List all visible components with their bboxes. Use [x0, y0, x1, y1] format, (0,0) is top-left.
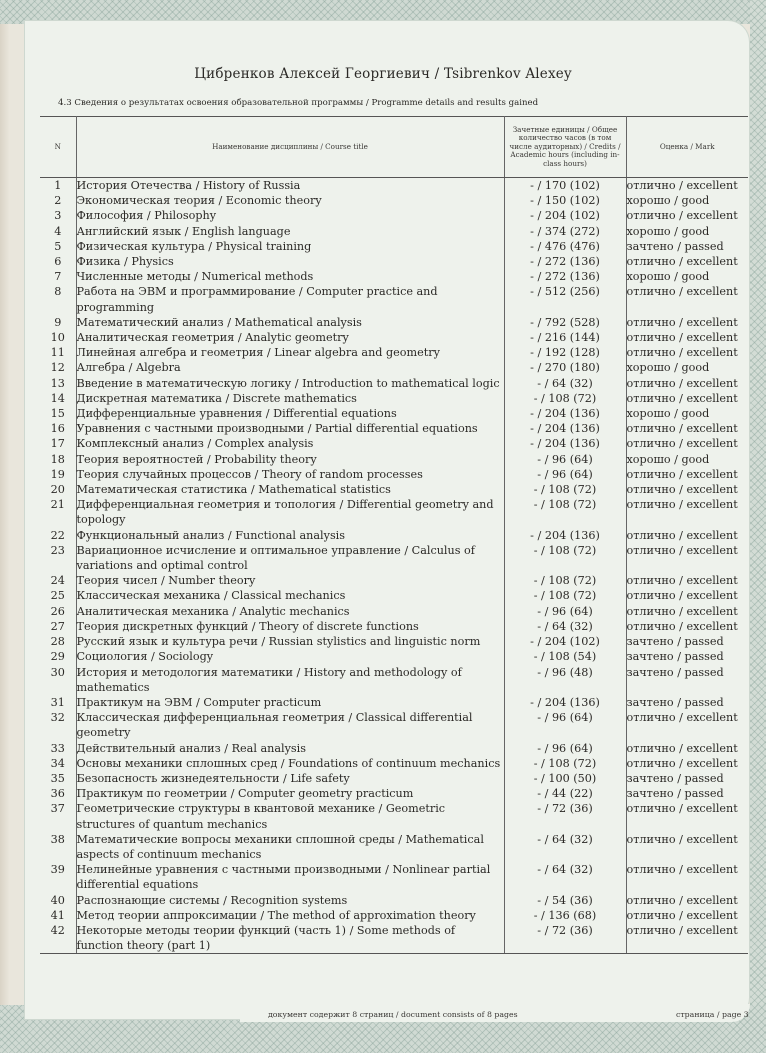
mark-cell: отлично / excellent: [626, 208, 748, 223]
mark-cell: отлично / excellent: [626, 345, 748, 360]
mark-cell: отлично / excellent: [626, 573, 748, 588]
row-number-cell: 32: [40, 710, 76, 740]
credits-cell: - / 96 (64): [504, 452, 626, 467]
table-row: [40, 284, 748, 314]
mark-cell: отлично / excellent: [626, 254, 748, 269]
credits-cell: - / 512 (256): [504, 284, 626, 314]
credits-cell: - / 272 (136): [504, 269, 626, 284]
course-title-cell: Уравнения с частными производными / Partial differential equations: [76, 421, 504, 436]
credits-cell: - / 192 (128): [504, 345, 626, 360]
mark-cell: отлично / excellent: [626, 482, 748, 497]
mark-cell: отлично / excellent: [626, 710, 748, 740]
credits-cell: - / 108 (72): [504, 497, 626, 527]
mark-cell: отлично / excellent: [626, 741, 748, 756]
row-number-cell: 17: [40, 436, 76, 451]
course-title-cell: Функциональный анализ / Functional analysis: [76, 528, 504, 543]
course-title-cell: История Отечества / History of Russia: [76, 178, 504, 194]
course-title-cell: Дифференциальные уравнения / Differential equations: [76, 406, 504, 421]
credits-cell: - / 64 (32): [504, 832, 626, 862]
mark-cell: отлично / excellent: [626, 284, 748, 314]
row-number-cell: 36: [40, 786, 76, 801]
row-number-cell: 30: [40, 665, 76, 695]
course-title-cell: Дискретная математика / Discrete mathematics: [76, 391, 504, 406]
row-number-cell: 20: [40, 482, 76, 497]
table-row: [40, 224, 748, 239]
mark-cell: отлично / excellent: [626, 801, 748, 831]
credits-cell: - / 136 (68): [504, 908, 626, 923]
row-number-cell: 38: [40, 832, 76, 862]
mark-cell: зачтено / passed: [626, 649, 748, 664]
course-title-cell: Математический анализ / Mathematical analysis: [76, 315, 504, 330]
table-row: [40, 421, 748, 436]
table-row: [40, 208, 748, 223]
credits-cell: - / 374 (272): [504, 224, 626, 239]
row-number-cell: 14: [40, 391, 76, 406]
course-title-cell: Физическая культура / Physical training: [76, 239, 504, 254]
table-row: [40, 771, 748, 786]
course-title-cell: Численные методы / Numerical methods: [76, 269, 504, 284]
course-title-cell: Распознающие системы / Recognition systems: [76, 893, 504, 908]
row-number-cell: 27: [40, 619, 76, 634]
credits-cell: - / 54 (36): [504, 893, 626, 908]
course-title-cell: Теория дискретных функций / Theory of discrete functions: [76, 619, 504, 634]
course-title-cell: Математические вопросы механики сплошной среды / Mathematical aspects of continuum mechanics: [76, 832, 504, 862]
table-row: [40, 543, 748, 573]
credits-cell: - / 204 (136): [504, 421, 626, 436]
section-title: 4.3 Сведения о результатах освоения образовательной программы / Programme details and results gained: [58, 98, 539, 108]
course-title-cell: Теория чисел / Number theory: [76, 573, 504, 588]
course-title-cell: Классическая дифференциальная геометрия / Classical differential geometry: [76, 710, 504, 740]
mark-cell: отлично / excellent: [626, 178, 748, 194]
row-number-cell: 16: [40, 421, 76, 436]
course-title-cell: Вариационное исчисление и оптимальное управление / Calculus of variations and optimal control: [76, 543, 504, 573]
table-row: [40, 573, 748, 588]
mark-cell: хорошо / good: [626, 452, 748, 467]
mark-cell: отлично / excellent: [626, 862, 748, 892]
mark-cell: хорошо / good: [626, 406, 748, 421]
course-title-cell: Некоторые методы теории функций (часть 1) / Some methods of function theory (part 1): [76, 923, 504, 954]
row-number-cell: 28: [40, 634, 76, 649]
course-title-cell: Работа на ЭВМ и программирование / Computer practice and programming: [76, 284, 504, 314]
credits-cell: - / 204 (136): [504, 695, 626, 710]
table-row: [40, 436, 748, 451]
row-number-cell: 7: [40, 269, 76, 284]
row-number-cell: 4: [40, 224, 76, 239]
table-row: [40, 345, 748, 360]
column-header-course: Наименование дисциплины / Course title: [76, 117, 504, 178]
mark-cell: зачтено / passed: [626, 239, 748, 254]
course-title-cell: Практикум на ЭВМ / Computer practicum: [76, 695, 504, 710]
credits-cell: - / 204 (102): [504, 208, 626, 223]
mark-cell: отлично / excellent: [626, 923, 748, 954]
table-row: [40, 528, 748, 543]
column-header-n: N: [40, 117, 76, 178]
row-number-cell: 9: [40, 315, 76, 330]
table-row: [40, 619, 748, 634]
course-title-cell: Теория вероятностей / Probability theory: [76, 452, 504, 467]
table-row: [40, 391, 748, 406]
table-row: [40, 649, 748, 664]
credits-cell: - / 72 (36): [504, 801, 626, 831]
credits-cell: - / 108 (72): [504, 756, 626, 771]
course-title-cell: Геометрические структуры в квантовой механике / Geometric structures of quantum mechanics: [76, 801, 504, 831]
table-row: [40, 497, 748, 527]
credits-cell: - / 96 (64): [504, 467, 626, 482]
credits-cell: - / 108 (72): [504, 391, 626, 406]
course-title-cell: Введение в математическую логику / Introduction to mathematical logic: [76, 376, 504, 391]
course-title-cell: Линейная алгебра и геометрия / Linear algebra and geometry: [76, 345, 504, 360]
course-title-cell: Безопасность жизнедеятельности / Life safety: [76, 771, 504, 786]
table-row: [40, 178, 748, 194]
table-row: [40, 604, 748, 619]
mark-cell: отлично / excellent: [626, 604, 748, 619]
table-header-row: [40, 117, 748, 178]
table-row: [40, 269, 748, 284]
credits-cell: - / 44 (22): [504, 786, 626, 801]
mark-cell: отлично / excellent: [626, 908, 748, 923]
row-number-cell: 8: [40, 284, 76, 314]
credits-cell: - / 96 (48): [504, 665, 626, 695]
course-title-cell: Алгебра / Algebra: [76, 360, 504, 375]
course-title-cell: Основы механики сплошных сред / Foundations of continuum mechanics: [76, 756, 504, 771]
course-title-cell: Комплексный анализ / Complex analysis: [76, 436, 504, 451]
row-number-cell: 2: [40, 193, 76, 208]
row-number-cell: 35: [40, 771, 76, 786]
credits-cell: - / 108 (54): [504, 649, 626, 664]
guilloche-border-right: [750, 0, 766, 1053]
row-number-cell: 15: [40, 406, 76, 421]
table-row: [40, 665, 748, 695]
credits-cell: - / 150 (102): [504, 193, 626, 208]
credits-cell: - / 108 (72): [504, 573, 626, 588]
mark-cell: отлично / excellent: [626, 893, 748, 908]
mark-cell: хорошо / good: [626, 269, 748, 284]
mark-cell: отлично / excellent: [626, 756, 748, 771]
page-edge: [0, 0, 10, 1053]
mark-cell: отлично / excellent: [626, 832, 748, 862]
row-number-cell: 12: [40, 360, 76, 375]
course-title-cell: Экономическая теория / Economic theory: [76, 193, 504, 208]
table-row: [40, 467, 748, 482]
row-number-cell: 23: [40, 543, 76, 573]
mark-cell: зачтено / passed: [626, 786, 748, 801]
table-row: [40, 801, 748, 831]
row-number-cell: 3: [40, 208, 76, 223]
credits-cell: - / 204 (102): [504, 634, 626, 649]
credits-cell: - / 108 (72): [504, 482, 626, 497]
table-row: [40, 315, 748, 330]
table-row: [40, 193, 748, 208]
credits-cell: - / 64 (32): [504, 862, 626, 892]
course-title-cell: История и методология математики / History and methodology of mathematics: [76, 665, 504, 695]
course-title-cell: Аналитическая геометрия / Analytic geometry: [76, 330, 504, 345]
row-number-cell: 1: [40, 178, 76, 194]
row-number-cell: 21: [40, 497, 76, 527]
credits-cell: - / 108 (72): [504, 543, 626, 573]
row-number-cell: 42: [40, 923, 76, 954]
mark-cell: отлично / excellent: [626, 467, 748, 482]
mark-cell: отлично / excellent: [626, 588, 748, 603]
row-number-cell: 19: [40, 467, 76, 482]
credits-cell: - / 108 (72): [504, 588, 626, 603]
table-row: [40, 923, 748, 954]
course-title-cell: Социология / Sociology: [76, 649, 504, 664]
credits-cell: - / 96 (64): [504, 710, 626, 740]
credits-cell: - / 170 (102): [504, 178, 626, 194]
row-number-cell: 31: [40, 695, 76, 710]
mark-cell: зачтено / passed: [626, 771, 748, 786]
row-number-cell: 22: [40, 528, 76, 543]
course-title-cell: Практикум по геометрии / Computer geometry practicum: [76, 786, 504, 801]
column-header-mark: Оценка / Mark: [626, 117, 748, 178]
credits-cell: - / 204 (136): [504, 436, 626, 451]
grades-table-body: [40, 178, 748, 954]
mark-cell: хорошо / good: [626, 360, 748, 375]
mark-cell: отлично / excellent: [626, 315, 748, 330]
table-row: [40, 786, 748, 801]
row-number-cell: 34: [40, 756, 76, 771]
credits-cell: - / 64 (32): [504, 619, 626, 634]
footer-page-count-note: документ содержит 8 страниц / document consists of 8 pages: [268, 1010, 518, 1019]
mark-cell: отлично / excellent: [626, 619, 748, 634]
table-row: [40, 832, 748, 862]
credits-cell: - / 72 (36): [504, 923, 626, 954]
row-number-cell: 37: [40, 801, 76, 831]
row-number-cell: 10: [40, 330, 76, 345]
credits-cell: - / 270 (180): [504, 360, 626, 375]
credits-cell: - / 96 (64): [504, 741, 626, 756]
table-row: [40, 862, 748, 892]
table-row: [40, 330, 748, 345]
table-row: [40, 756, 748, 771]
row-number-cell: 18: [40, 452, 76, 467]
course-title-cell: Физика / Physics: [76, 254, 504, 269]
mark-cell: отлично / excellent: [626, 421, 748, 436]
mark-cell: отлично / excellent: [626, 528, 748, 543]
credits-cell: - / 204 (136): [504, 528, 626, 543]
mark-cell: отлично / excellent: [626, 376, 748, 391]
student-name-title: Цибренков Алексей Георгиевич / Tsibrenkov Alexey: [194, 66, 572, 82]
table-row: [40, 254, 748, 269]
table-row: [40, 710, 748, 740]
credits-cell: - / 96 (64): [504, 604, 626, 619]
row-number-cell: 5: [40, 239, 76, 254]
mark-cell: отлично / excellent: [626, 330, 748, 345]
row-number-cell: 25: [40, 588, 76, 603]
course-title-cell: Нелинейные уравнения с частными производными / Nonlinear partial differential equations: [76, 862, 504, 892]
table-row: [40, 452, 748, 467]
row-number-cell: 40: [40, 893, 76, 908]
mark-cell: хорошо / good: [626, 193, 748, 208]
mark-cell: зачтено / passed: [626, 634, 748, 649]
mark-cell: отлично / excellent: [626, 497, 748, 527]
course-title-cell: Метод теории аппроксимации / The method of approximation theory: [76, 908, 504, 923]
table-row: [40, 695, 748, 710]
course-title-cell: Философия / Philosophy: [76, 208, 504, 223]
table-row: [40, 360, 748, 375]
course-title-cell: Теория случайных процессов / Theory of random processes: [76, 467, 504, 482]
course-title-cell: Классическая механика / Classical mechanics: [76, 588, 504, 603]
course-title-cell: Аналитическая механика / Analytic mechanics: [76, 604, 504, 619]
credits-cell: - / 792 (528): [504, 315, 626, 330]
mark-cell: хорошо / good: [626, 224, 748, 239]
table-row: [40, 634, 748, 649]
table-row: [40, 406, 748, 421]
course-title-cell: Дифференциальная геометрия и топология / Differential geometry and topology: [76, 497, 504, 527]
row-number-cell: 26: [40, 604, 76, 619]
row-number-cell: 24: [40, 573, 76, 588]
mark-cell: отлично / excellent: [626, 543, 748, 573]
table-row: [40, 376, 748, 391]
row-number-cell: 11: [40, 345, 76, 360]
credits-cell: - / 476 (476): [504, 239, 626, 254]
table-row: [40, 588, 748, 603]
row-number-cell: 29: [40, 649, 76, 664]
row-number-cell: 39: [40, 862, 76, 892]
course-title-cell: Английский язык / English language: [76, 224, 504, 239]
row-number-cell: 41: [40, 908, 76, 923]
credits-cell: - / 272 (136): [504, 254, 626, 269]
table-row: [40, 239, 748, 254]
row-number-cell: 13: [40, 376, 76, 391]
mark-cell: зачтено / passed: [626, 665, 748, 695]
mark-cell: зачтено / passed: [626, 695, 748, 710]
credits-cell: - / 204 (136): [504, 406, 626, 421]
course-title-cell: Математическая статистика / Mathematical statistics: [76, 482, 504, 497]
credits-cell: - / 100 (50): [504, 771, 626, 786]
mark-cell: отлично / excellent: [626, 436, 748, 451]
column-header-credits: Зачетные единицы / Общее количество часов (в том числе аудиторных) / Credits / Academic hours (including in-class hours): [504, 117, 626, 178]
table-row: [40, 908, 748, 923]
grades-table: [40, 116, 748, 954]
table-row: [40, 482, 748, 497]
credits-cell: - / 216 (144): [504, 330, 626, 345]
footer-page-number: страница / page 3: [676, 1010, 749, 1019]
table-row: [40, 741, 748, 756]
mark-cell: отлично / excellent: [626, 391, 748, 406]
course-title-cell: Действительный анализ / Real analysis: [76, 741, 504, 756]
table-row: [40, 893, 748, 908]
credits-cell: - / 64 (32): [504, 376, 626, 391]
row-number-cell: 6: [40, 254, 76, 269]
course-title-cell: Русский язык и культура речи / Russian stylistics and linguistic norm: [76, 634, 504, 649]
row-number-cell: 33: [40, 741, 76, 756]
